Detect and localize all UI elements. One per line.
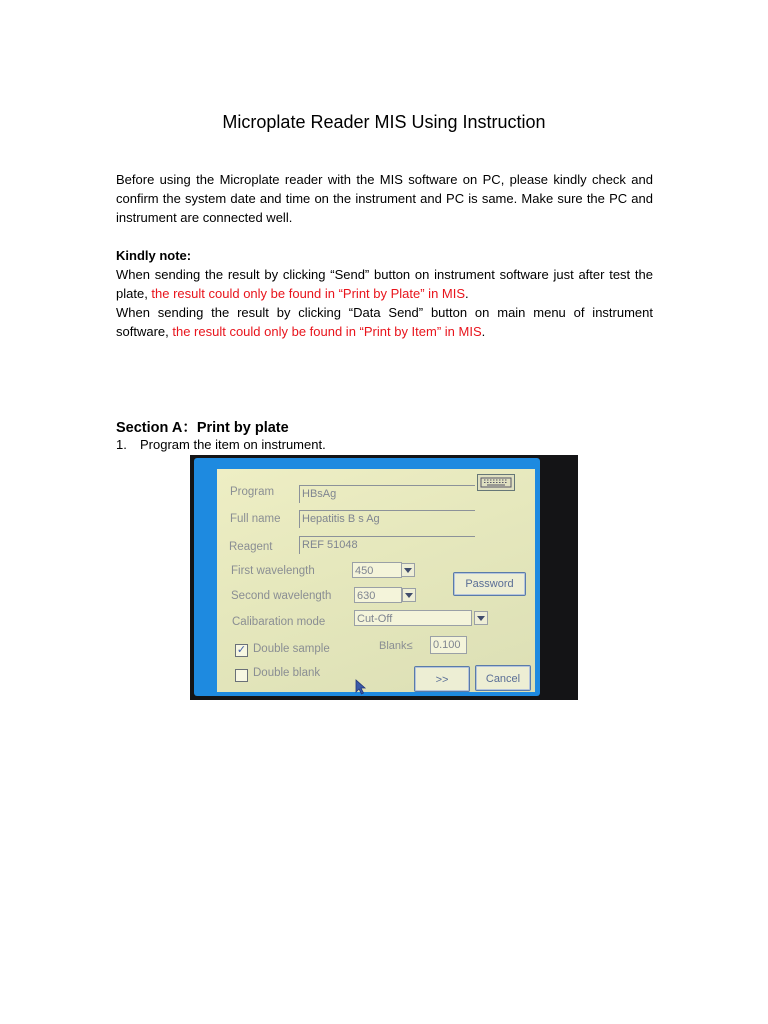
calibration-mode-select[interactable] [354, 610, 472, 626]
first-wavelength-select[interactable] [352, 562, 402, 578]
double-blank-label: Double blank [253, 667, 321, 679]
blank-label: Blank≤ [379, 640, 413, 652]
note2-text: When sending the result by clicking “Data Send” button on main menu of instrument software, [116, 305, 653, 339]
program-field[interactable]: HBsAg [299, 485, 475, 503]
step-1-text: Program the item on instrument. [140, 437, 326, 452]
note2-highlight: the result could only be found in “Print by Item” in MIS [172, 324, 482, 339]
reagent-field[interactable]: REF 51048 [299, 536, 475, 554]
note-heading: Kindly note: [116, 248, 192, 263]
calibration-mode-value: Cut-Off [357, 613, 393, 625]
chevron-down-icon[interactable] [474, 611, 488, 625]
intro-paragraph: Before using the Microplate reader with the MIS software on PC, please kindly check and confirm the system date and time on the instrument and PC is same. Make sure the PC and instrument are connected well. [116, 172, 653, 225]
instrument-screen-photo [190, 455, 578, 700]
document-title: Microplate Reader MIS Using Instruction [222, 112, 546, 133]
screen-bezel [194, 458, 540, 696]
double-sample-checkbox[interactable]: ✓ [236, 644, 247, 656]
note1-end: . [465, 286, 469, 301]
chevron-down-icon[interactable] [401, 563, 415, 577]
calibration-mode-label: Calibaration mode [232, 616, 326, 628]
second-wavelength-label: Second wavelength [231, 590, 332, 602]
note-block [116, 246, 653, 341]
blank-value-field[interactable]: 0.100 [430, 636, 467, 654]
note2-end: . [481, 324, 486, 339]
program-label: Program [230, 486, 275, 498]
double-blank-checkbox[interactable] [235, 669, 248, 682]
fullname-field[interactable]: Hepatitis B s Ag [299, 510, 475, 528]
reagent-label: Reagent [229, 541, 273, 553]
lcd-screen [217, 469, 535, 692]
section-a-heading: Section A：Print by plate [116, 420, 289, 436]
next-button[interactable]: >> [414, 666, 470, 692]
first-wavelength-label: First wavelength [231, 565, 315, 577]
double-sample-label: Double sample [253, 643, 330, 655]
step-1 [116, 436, 326, 454]
second-wavelength-select[interactable] [354, 587, 402, 603]
mouse-cursor-icon [355, 679, 367, 695]
fullname-label: Full name [230, 513, 281, 525]
note1-text: When sending the result by clicking “Send” button on instrument software just after test the plate, [116, 267, 653, 301]
step-1-number: 1. [116, 437, 127, 452]
second-wavelength-value: 630 [357, 590, 376, 602]
first-wavelength-value: 450 [355, 565, 374, 577]
chevron-down-icon[interactable] [402, 588, 416, 602]
password-button[interactable]: Password [453, 572, 526, 596]
note1-highlight: the result could only be found in “Print by Plate” in MIS [151, 286, 466, 301]
cancel-button[interactable]: Cancel [475, 665, 531, 691]
keyboard-icon[interactable] [477, 474, 515, 491]
